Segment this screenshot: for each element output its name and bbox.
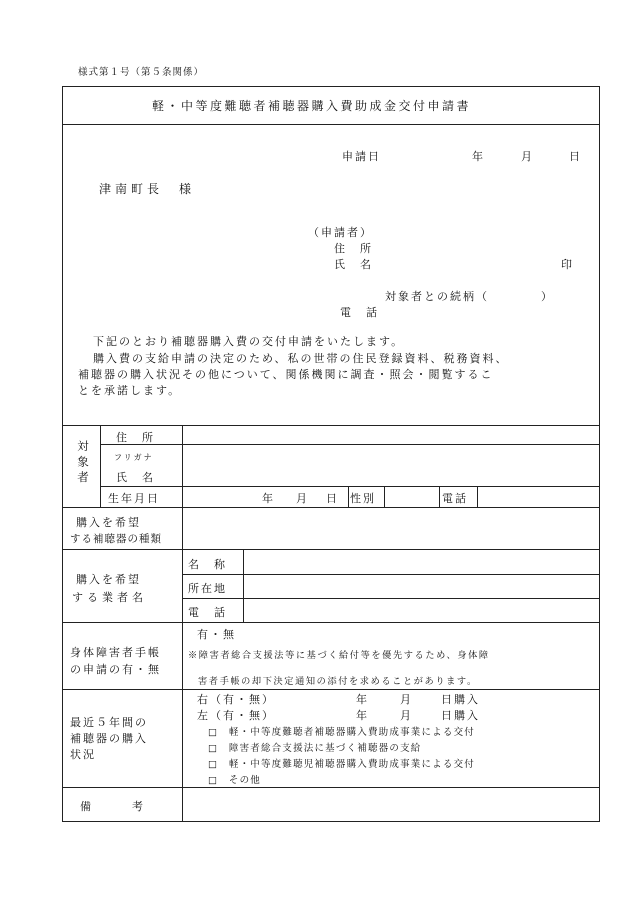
disability-label-2: の申請の有・無 xyxy=(70,663,161,676)
statement-line-2: 購入費の支給申請の決定のため、私の世帯の住民登録資料、税務資料、 xyxy=(93,352,509,365)
disability-note-2: 害者手帳の却下決定通知の添付を求めることがあります。 xyxy=(198,676,478,687)
history-option-2[interactable]: □ 障害者総合支援法に基づく補聴器の支給 xyxy=(208,743,422,754)
applicant-address-label: 住 所 xyxy=(334,242,373,255)
statement-line-4: とを承諾します。 xyxy=(78,384,182,397)
history-option-3[interactable]: □ 軽・中等度難聴児補聴器購入費助成事業による交付 xyxy=(208,759,475,770)
divider-title xyxy=(62,124,600,125)
applicant-name-label: 氏 名 xyxy=(334,258,373,271)
vline-phone-left xyxy=(439,486,440,507)
sex-field[interactable] xyxy=(385,487,438,506)
sex-label: 性別 xyxy=(350,492,376,505)
history-left-year: 年 xyxy=(356,709,369,722)
subject-name-label: 氏 名 xyxy=(116,471,155,484)
form-title: 軽・中等度難聴者補聴器購入費助成金交付申請書 xyxy=(152,99,472,113)
subject-name-field[interactable] xyxy=(183,445,599,486)
birth-month: 月 xyxy=(296,492,309,505)
vendor-phone-field[interactable] xyxy=(244,599,599,622)
disability-note-1: ※障害者総合支援法等に基づく給付等を優先するため、身体障 xyxy=(188,650,490,661)
history-option-1[interactable]: □ 軽・中等度難聴者補聴器購入費助成事業による交付 xyxy=(208,727,475,738)
vendor-phone-label: 電 話 xyxy=(188,606,227,619)
history-label-1: 最近５年間の xyxy=(70,716,148,729)
statement-line-1: 下記のとおり補聴器購入費の交付申請をいたします。 xyxy=(93,335,405,348)
device-type-label-2: する補聴器の種類 xyxy=(70,533,162,545)
application-day: 日 xyxy=(569,150,582,163)
divider-disability xyxy=(62,689,600,690)
application-date-label: 申請日 xyxy=(342,150,381,163)
history-left[interactable]: 左（有・無） xyxy=(197,709,275,722)
vendor-label-1: 購入を希望 xyxy=(76,573,141,586)
vendor-name-field[interactable] xyxy=(244,550,599,574)
seal-mark: 印 xyxy=(561,258,574,271)
relation-label: 対象者との続柄（ ） xyxy=(385,290,554,303)
applicant-heading: （申請者） xyxy=(308,226,373,239)
history-right-day: 日購入 xyxy=(441,693,480,706)
application-month: 月 xyxy=(521,150,534,163)
form-id: 様式第１号（第５条関係） xyxy=(78,67,205,78)
birth-date-label: 生年月日 xyxy=(108,492,160,505)
vendor-location-field[interactable] xyxy=(244,575,599,598)
remarks-label: 備 考 xyxy=(80,800,145,813)
device-type-field[interactable] xyxy=(183,508,599,549)
vline-subject-label xyxy=(100,425,101,507)
subject-phone-field[interactable] xyxy=(478,487,599,506)
birth-day: 日 xyxy=(326,492,339,505)
subject-address-label: 住 所 xyxy=(116,431,155,444)
applicant-phone-label: 電 話 xyxy=(340,306,379,319)
subject-address-field[interactable] xyxy=(183,425,599,444)
vendor-label-2: する業者名 xyxy=(72,591,147,604)
addressee: 津南町長 様 xyxy=(99,182,196,196)
statement-line-3: 補聴器の購入状況その他について、関係機関に調査・照会・閲覧するこ xyxy=(78,368,494,381)
disability-label-1: 身体障害者手帳 xyxy=(70,646,161,659)
history-right-month: 月 xyxy=(400,693,413,706)
subject-phone-label: 電話 xyxy=(442,492,468,505)
subject-label: 対象者 xyxy=(76,440,90,487)
device-type-label-1: 購入を希望 xyxy=(76,516,141,529)
history-right[interactable]: 右（有・無） xyxy=(197,693,275,706)
vendor-location-label: 所在地 xyxy=(188,582,227,595)
history-left-day: 日購入 xyxy=(441,709,480,722)
history-label-3: 状況 xyxy=(70,748,96,761)
history-label-2: 補聴器の購入 xyxy=(70,732,148,745)
furigana-label: フリガナ xyxy=(114,453,154,462)
vendor-name-label: 名 称 xyxy=(188,558,227,571)
application-year: 年 xyxy=(472,150,485,163)
vline-sex-left xyxy=(348,486,349,507)
divider-vendor xyxy=(62,622,600,623)
remarks-field[interactable] xyxy=(183,788,599,821)
disability-choice[interactable]: 有・無 xyxy=(197,628,236,641)
birth-year: 年 xyxy=(262,492,275,505)
history-right-year: 年 xyxy=(356,693,369,706)
history-option-4[interactable]: □ その他 xyxy=(208,775,261,786)
history-left-month: 月 xyxy=(400,709,413,722)
